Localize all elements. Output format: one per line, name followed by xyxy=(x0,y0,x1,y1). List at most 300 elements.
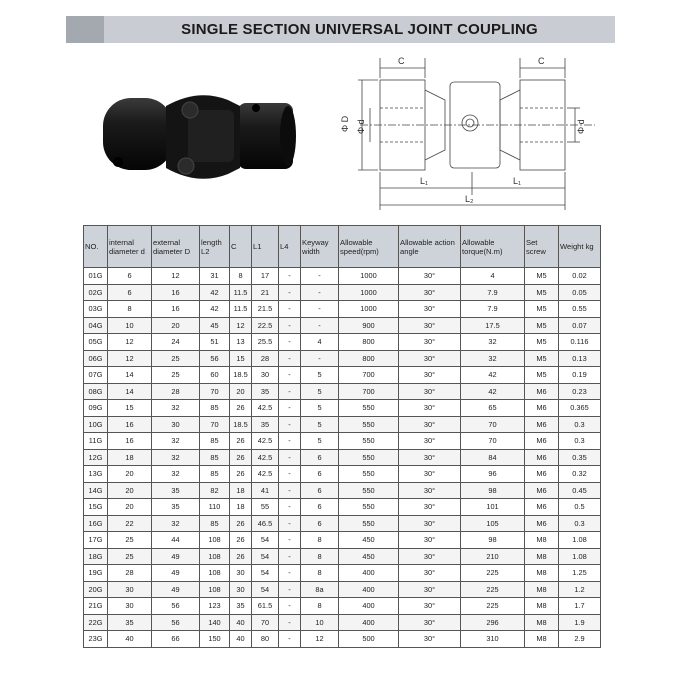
table-cell: 8 xyxy=(301,548,339,565)
table-cell: 21G xyxy=(84,598,108,615)
table-cell: - xyxy=(279,268,301,285)
table-cell: 26 xyxy=(230,433,252,450)
table-cell: 6 xyxy=(108,268,152,285)
table-cell: 32 xyxy=(152,400,200,417)
table-cell: M6 xyxy=(525,400,559,417)
table-cell: - xyxy=(279,598,301,615)
dim-c-left: C xyxy=(398,56,405,66)
table-cell: 108 xyxy=(200,548,230,565)
table-cell: 70 xyxy=(200,383,230,400)
table-cell: 1.25 xyxy=(559,565,601,582)
table-cell: 30 xyxy=(252,367,279,384)
table-cell: 18.5 xyxy=(230,367,252,384)
table-cell: 0.3 xyxy=(559,416,601,433)
table-cell: 40 xyxy=(108,631,152,648)
table-cell: 4 xyxy=(461,268,525,285)
table-cell: 42.5 xyxy=(252,433,279,450)
table-cell: 25 xyxy=(108,548,152,565)
table-cell: 42.5 xyxy=(252,449,279,466)
table-cell: 40 xyxy=(230,614,252,631)
table-cell: 18.5 xyxy=(230,416,252,433)
table-cell: 10G xyxy=(84,416,108,433)
table-cell: 8 xyxy=(301,598,339,615)
table-cell: M5 xyxy=(525,317,559,334)
table-cell: 550 xyxy=(339,499,399,516)
table-cell: 5 xyxy=(301,367,339,384)
table-cell: - xyxy=(279,449,301,466)
table-cell: 13 xyxy=(230,334,252,351)
table-cell: M6 xyxy=(525,482,559,499)
table-cell: 03G xyxy=(84,301,108,318)
table-row xyxy=(84,466,601,483)
table-row xyxy=(84,416,601,433)
table-cell: 35 xyxy=(252,383,279,400)
table-cell: 42.5 xyxy=(252,400,279,417)
table-cell: - xyxy=(279,499,301,516)
table-cell: 85 xyxy=(200,433,230,450)
table-cell: 26 xyxy=(230,449,252,466)
table-cell: 12 xyxy=(108,334,152,351)
table-cell: 54 xyxy=(252,581,279,598)
table-cell: 35 xyxy=(252,416,279,433)
table-cell: 98 xyxy=(461,482,525,499)
table-cell: - xyxy=(279,565,301,582)
column-header: Weight kg xyxy=(559,226,601,268)
table-cell: 6 xyxy=(301,449,339,466)
table-cell: 23G xyxy=(84,631,108,648)
table-cell: 40 xyxy=(230,631,252,648)
table-cell: M8 xyxy=(525,631,559,648)
table-row xyxy=(84,548,601,565)
table-cell: 16G xyxy=(84,515,108,532)
table-cell: 1.7 xyxy=(559,598,601,615)
table-cell: 46.5 xyxy=(252,515,279,532)
table-cell: 30 xyxy=(108,598,152,615)
table-cell: 32 xyxy=(152,515,200,532)
table-cell: 60 xyxy=(200,367,230,384)
table-cell: 1.9 xyxy=(559,614,601,631)
table-cell: 56 xyxy=(152,614,200,631)
table-row xyxy=(84,482,601,499)
table-cell: - xyxy=(301,350,339,367)
table-cell: 6 xyxy=(108,284,152,301)
table-cell: 16 xyxy=(108,433,152,450)
table-cell: 1.2 xyxy=(559,581,601,598)
table-cell: 550 xyxy=(339,400,399,417)
table-row xyxy=(84,433,601,450)
dim-l1-left: L₁ xyxy=(420,176,429,186)
table-cell: 28 xyxy=(252,350,279,367)
table-cell: 20 xyxy=(108,499,152,516)
table-cell: 66 xyxy=(152,631,200,648)
table-cell: 32 xyxy=(461,334,525,351)
table-cell: M6 xyxy=(525,433,559,450)
table-cell: 30 xyxy=(230,565,252,582)
table-cell: - xyxy=(279,433,301,450)
table-cell: 12 xyxy=(301,631,339,648)
table-cell: 17.5 xyxy=(461,317,525,334)
table-cell: 700 xyxy=(339,367,399,384)
table-cell: 30° xyxy=(399,383,461,400)
table-cell: 30° xyxy=(399,466,461,483)
table-row xyxy=(84,317,601,334)
table-cell: 70 xyxy=(461,433,525,450)
table-cell: 22 xyxy=(108,515,152,532)
table-cell: 21.5 xyxy=(252,301,279,318)
table-cell: 20 xyxy=(108,482,152,499)
column-header: Allowable speed(rpm) xyxy=(339,226,399,268)
table-cell: 85 xyxy=(200,400,230,417)
table-cell: 32 xyxy=(152,466,200,483)
table-cell: 310 xyxy=(461,631,525,648)
table-row xyxy=(84,383,601,400)
table-cell: 22.5 xyxy=(252,317,279,334)
coupling-set-screw-hole-right xyxy=(252,104,260,112)
table-cell: - xyxy=(279,350,301,367)
table-cell: 8 xyxy=(301,565,339,582)
table-cell: 32 xyxy=(461,350,525,367)
table-cell: M5 xyxy=(525,268,559,285)
table-cell: 16 xyxy=(152,284,200,301)
table-cell: 5 xyxy=(301,433,339,450)
table-cell: M8 xyxy=(525,548,559,565)
table-cell: 30° xyxy=(399,400,461,417)
table-cell: 28 xyxy=(152,383,200,400)
table-cell: 20 xyxy=(230,383,252,400)
drawing-center-pin-inner xyxy=(466,119,474,127)
column-header: external diameter D xyxy=(152,226,200,268)
table-cell: - xyxy=(279,416,301,433)
table-cell: 400 xyxy=(339,598,399,615)
table-cell: 85 xyxy=(200,466,230,483)
table-cell: 49 xyxy=(152,565,200,582)
table-cell: - xyxy=(279,466,301,483)
table-cell: 54 xyxy=(252,565,279,582)
table-cell: 30 xyxy=(230,581,252,598)
table-cell: 296 xyxy=(461,614,525,631)
coupling-pin-bottom xyxy=(178,158,194,174)
table-cell: 70 xyxy=(200,416,230,433)
table-row xyxy=(84,284,601,301)
table-cell: 42.5 xyxy=(252,466,279,483)
table-cell: 150 xyxy=(200,631,230,648)
table-cell: - xyxy=(279,284,301,301)
table-cell: 41 xyxy=(252,482,279,499)
table-cell: 210 xyxy=(461,548,525,565)
table-cell: 30° xyxy=(399,515,461,532)
table-cell: 30° xyxy=(399,565,461,582)
table-cell: 800 xyxy=(339,350,399,367)
table-cell: M5 xyxy=(525,367,559,384)
table-cell: 15 xyxy=(230,350,252,367)
table-cell: - xyxy=(279,515,301,532)
dim-inner-diameter-left: Φ d xyxy=(356,119,366,134)
table-cell: - xyxy=(279,631,301,648)
table-row xyxy=(84,268,601,285)
table-cell: 26 xyxy=(230,466,252,483)
table-cell: 56 xyxy=(152,598,200,615)
table-cell: 18 xyxy=(230,482,252,499)
column-header: Allowable torque(N.m) xyxy=(461,226,525,268)
table-cell: - xyxy=(301,317,339,334)
column-header: Allowable action angle xyxy=(399,226,461,268)
table-cell: 54 xyxy=(252,548,279,565)
table-cell: 550 xyxy=(339,515,399,532)
table-row xyxy=(84,449,601,466)
table-cell: 6 xyxy=(301,466,339,483)
table-cell: 35 xyxy=(152,499,200,516)
table-cell: 26 xyxy=(230,532,252,549)
table-row xyxy=(84,334,601,351)
coupling-cross-block xyxy=(188,110,234,162)
table-cell: 21 xyxy=(252,284,279,301)
dim-c-right: C xyxy=(538,56,545,66)
table-row xyxy=(84,631,601,648)
table-cell: 1000 xyxy=(339,284,399,301)
column-header: NO. xyxy=(84,226,108,268)
dim-l2: L₂ xyxy=(465,194,474,204)
table-cell: 30° xyxy=(399,317,461,334)
table-cell: 70 xyxy=(461,416,525,433)
table-cell: 4 xyxy=(301,334,339,351)
table-row xyxy=(84,515,601,532)
table-cell: 49 xyxy=(152,581,200,598)
table-cell: 42 xyxy=(461,383,525,400)
table-cell: 96 xyxy=(461,466,525,483)
table-cell: 101 xyxy=(461,499,525,516)
table-cell: 14G xyxy=(84,482,108,499)
column-header: length L2 xyxy=(200,226,230,268)
table-cell: 10 xyxy=(108,317,152,334)
table-cell: M5 xyxy=(525,334,559,351)
table-cell: 11.5 xyxy=(230,301,252,318)
table-cell: 30° xyxy=(399,499,461,516)
table-cell: 35 xyxy=(152,482,200,499)
table-cell: 08G xyxy=(84,383,108,400)
table-cell: 25 xyxy=(108,532,152,549)
table-cell: - xyxy=(279,548,301,565)
table-cell: 8 xyxy=(108,301,152,318)
table-row xyxy=(84,367,601,384)
table-cell: 85 xyxy=(200,515,230,532)
coupling-pin-top xyxy=(182,102,198,118)
table-cell: 550 xyxy=(339,433,399,450)
table-cell: 1.08 xyxy=(559,548,601,565)
table-cell: 0.3 xyxy=(559,515,601,532)
table-cell: 16 xyxy=(108,416,152,433)
table-cell: 30° xyxy=(399,581,461,598)
table-cell: 56 xyxy=(200,350,230,367)
table-cell: 61.5 xyxy=(252,598,279,615)
table-cell: 20 xyxy=(152,317,200,334)
table-cell: 15G xyxy=(84,499,108,516)
table-body xyxy=(84,268,601,648)
table-cell: 65 xyxy=(461,400,525,417)
table-cell: 0.35 xyxy=(559,449,601,466)
table-cell: 06G xyxy=(84,350,108,367)
table-cell: 30° xyxy=(399,416,461,433)
coupling-left-hub xyxy=(103,98,173,170)
table-cell: 1000 xyxy=(339,301,399,318)
table-cell: 30° xyxy=(399,350,461,367)
table-cell: 26 xyxy=(230,548,252,565)
table-cell: 30° xyxy=(399,449,461,466)
table-cell: 30° xyxy=(399,631,461,648)
table-cell: 14 xyxy=(108,367,152,384)
table-cell: 30° xyxy=(399,301,461,318)
table-cell: M8 xyxy=(525,614,559,631)
table-cell: 10 xyxy=(301,614,339,631)
table-cell: 0.13 xyxy=(559,350,601,367)
table-cell: 105 xyxy=(461,515,525,532)
table-cell: 30° xyxy=(399,548,461,565)
table-cell: 0.23 xyxy=(559,383,601,400)
table-cell: 6 xyxy=(301,515,339,532)
table-cell: 04G xyxy=(84,317,108,334)
table-cell: M6 xyxy=(525,416,559,433)
table-cell: 450 xyxy=(339,548,399,565)
table-cell: M8 xyxy=(525,532,559,549)
table-cell: 500 xyxy=(339,631,399,648)
column-header: Keyway width xyxy=(301,226,339,268)
page-title: SINGLE SECTION UNIVERSAL JOINT COUPLING xyxy=(181,21,538,38)
table-cell: M8 xyxy=(525,565,559,582)
table-cell: 400 xyxy=(339,581,399,598)
table-cell: 5 xyxy=(301,400,339,417)
table-cell: 05G xyxy=(84,334,108,351)
table-cell: M5 xyxy=(525,301,559,318)
table-cell: M5 xyxy=(525,350,559,367)
table-cell: 25 xyxy=(152,367,200,384)
title-banner xyxy=(66,16,615,43)
table-cell: 108 xyxy=(200,532,230,549)
table-cell: 84 xyxy=(461,449,525,466)
table-cell: 30° xyxy=(399,532,461,549)
table-cell: 0.05 xyxy=(559,284,601,301)
table-cell: 98 xyxy=(461,532,525,549)
table-cell: 550 xyxy=(339,482,399,499)
table-cell: 0.45 xyxy=(559,482,601,499)
specification-table xyxy=(83,225,601,648)
table-cell: M8 xyxy=(525,581,559,598)
table-cell: 19G xyxy=(84,565,108,582)
table-cell: - xyxy=(301,301,339,318)
table-cell: 400 xyxy=(339,614,399,631)
table-cell: 20G xyxy=(84,581,108,598)
table-cell: 0.3 xyxy=(559,433,601,450)
table-cell: 140 xyxy=(200,614,230,631)
table-cell: 44 xyxy=(152,532,200,549)
table-cell: - xyxy=(301,284,339,301)
column-header: L4 xyxy=(279,226,301,268)
table-cell: - xyxy=(279,581,301,598)
table-cell: 07G xyxy=(84,367,108,384)
table-cell: 108 xyxy=(200,581,230,598)
column-header: internal diameter d xyxy=(108,226,152,268)
coupling-photo xyxy=(88,70,303,200)
table-cell: 123 xyxy=(200,598,230,615)
table-cell: 12G xyxy=(84,449,108,466)
table-cell: 02G xyxy=(84,284,108,301)
table-cell: 54 xyxy=(252,532,279,549)
table-row xyxy=(84,301,601,318)
table-cell: 0.07 xyxy=(559,317,601,334)
table-cell: - xyxy=(279,317,301,334)
table-cell: 11.5 xyxy=(230,284,252,301)
table-cell: 0.32 xyxy=(559,466,601,483)
table-cell: 42 xyxy=(200,284,230,301)
table-cell: 400 xyxy=(339,565,399,582)
drawing-center-pin xyxy=(462,115,478,131)
table-cell: 225 xyxy=(461,565,525,582)
table-cell: 22G xyxy=(84,614,108,631)
table-cell: 0.19 xyxy=(559,367,601,384)
table-cell: 0.365 xyxy=(559,400,601,417)
table-cell: 6 xyxy=(301,499,339,516)
dim-inner-diameter-right: Φ d xyxy=(576,119,586,134)
column-header: L1 xyxy=(252,226,279,268)
table-cell: 51 xyxy=(200,334,230,351)
table-cell: 6 xyxy=(301,482,339,499)
table-cell: 49 xyxy=(152,548,200,565)
table-row xyxy=(84,350,601,367)
table-cell: 24 xyxy=(152,334,200,351)
table-cell: 7.9 xyxy=(461,284,525,301)
table-cell: M6 xyxy=(525,383,559,400)
table-cell: 8 xyxy=(301,532,339,549)
table-cell: M6 xyxy=(525,449,559,466)
table-cell: 550 xyxy=(339,449,399,466)
table-cell: 12 xyxy=(230,317,252,334)
table-cell: 7.9 xyxy=(461,301,525,318)
table-cell: 12 xyxy=(152,268,200,285)
table-cell: 70 xyxy=(252,614,279,631)
table-cell: 45 xyxy=(200,317,230,334)
table-cell: 0.5 xyxy=(559,499,601,516)
column-header: Set screw xyxy=(525,226,559,268)
table-cell: - xyxy=(279,400,301,417)
coupling-end-face xyxy=(280,106,296,166)
dim-l1-right: L₁ xyxy=(513,176,522,186)
table-row xyxy=(84,598,601,615)
dimension-drawing xyxy=(330,50,620,220)
table-cell: 30 xyxy=(152,416,200,433)
table-cell: 225 xyxy=(461,581,525,598)
table-cell: - xyxy=(279,383,301,400)
table-cell: 15 xyxy=(108,400,152,417)
table-cell: 0.02 xyxy=(559,268,601,285)
table-cell: 550 xyxy=(339,466,399,483)
table-cell: 30° xyxy=(399,433,461,450)
table-header-row xyxy=(84,226,601,268)
table-row xyxy=(84,565,601,582)
table-cell: 80 xyxy=(252,631,279,648)
table-cell: 31 xyxy=(200,268,230,285)
table-cell: 30° xyxy=(399,482,461,499)
table-cell: 30° xyxy=(399,614,461,631)
table-cell: 16 xyxy=(152,301,200,318)
table-cell: 1.08 xyxy=(559,532,601,549)
table-cell: - xyxy=(279,482,301,499)
table-cell: 5 xyxy=(301,416,339,433)
table-cell: 110 xyxy=(200,499,230,516)
table-cell: 700 xyxy=(339,383,399,400)
table-cell: M6 xyxy=(525,515,559,532)
table-cell: 450 xyxy=(339,532,399,549)
table-cell: 01G xyxy=(84,268,108,285)
table-cell: 0.116 xyxy=(559,334,601,351)
table-cell: 30° xyxy=(399,598,461,615)
